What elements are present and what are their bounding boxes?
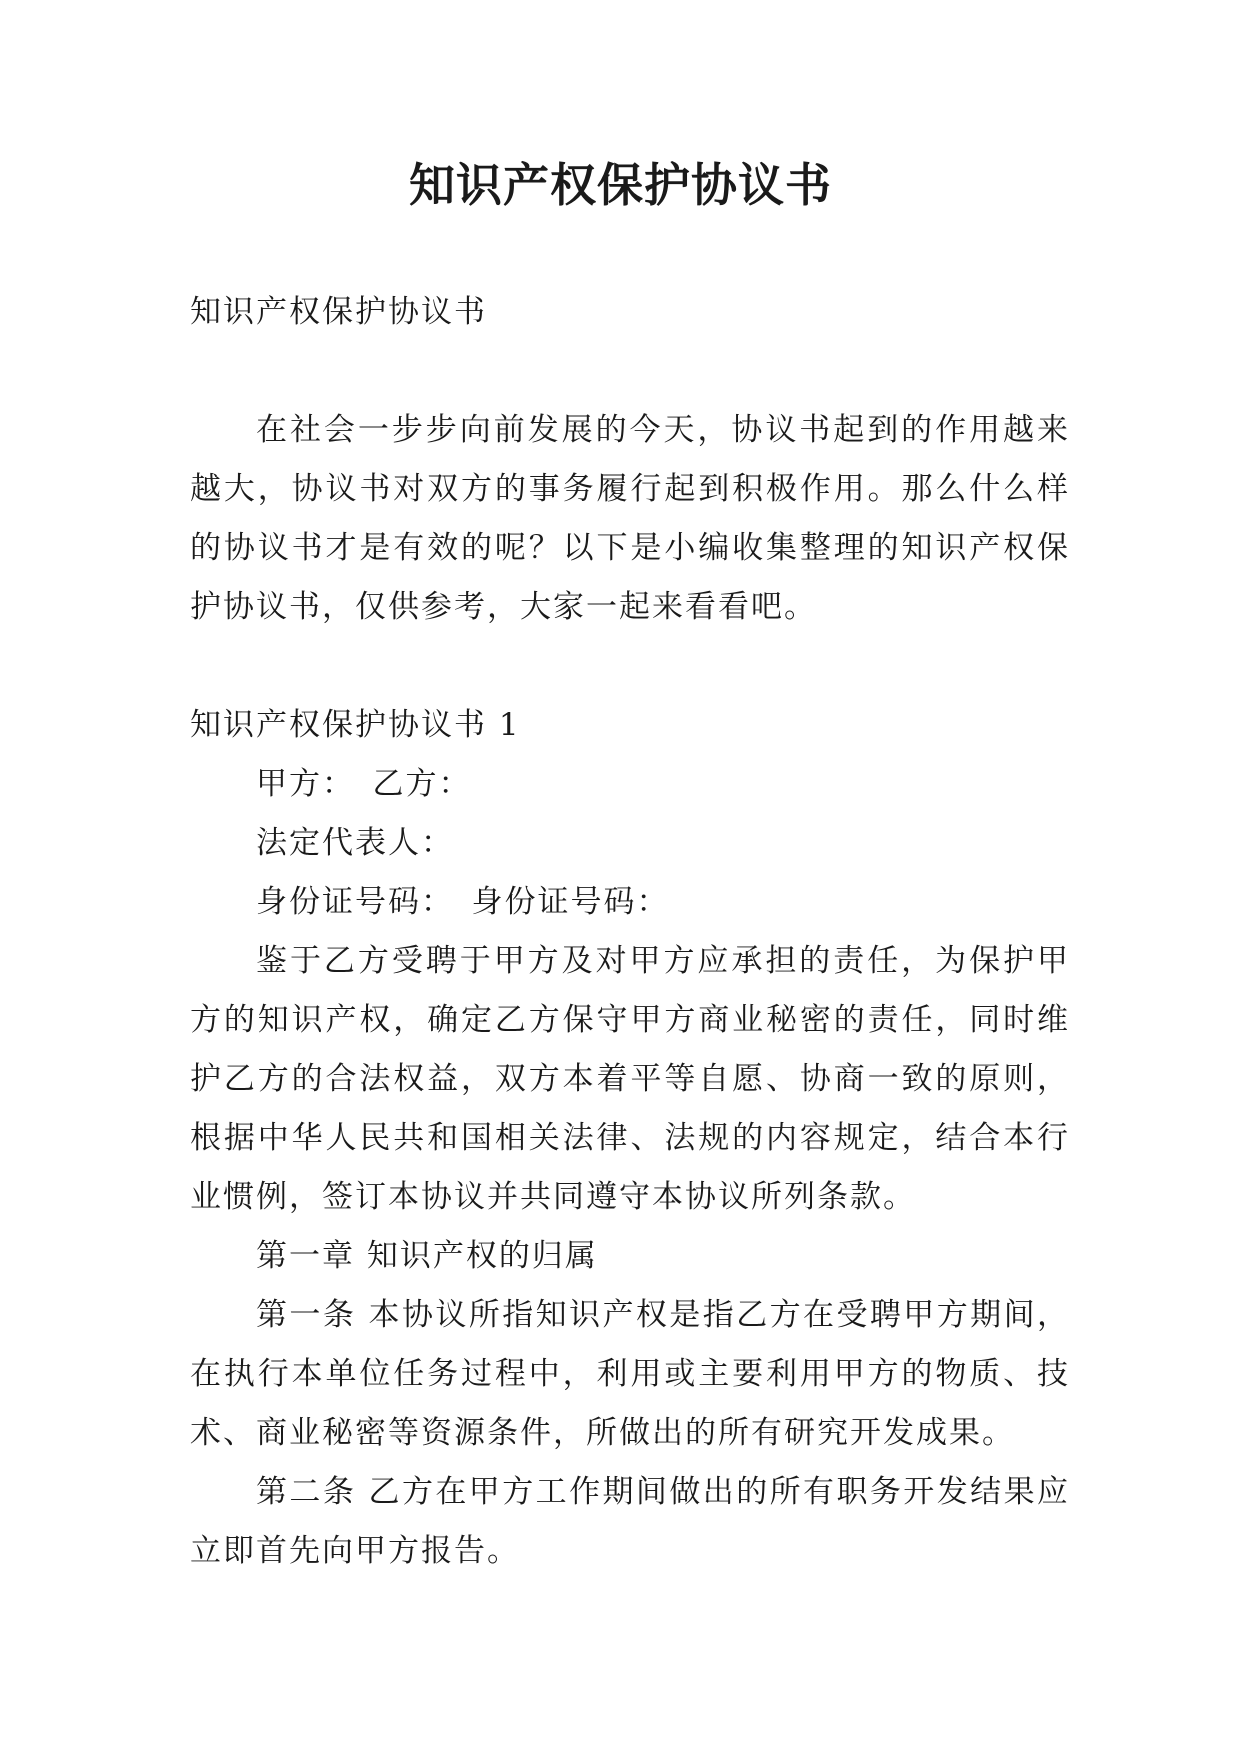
paragraph-spacer bbox=[190, 637, 1070, 696]
party-line: 甲方： 乙方： bbox=[256, 766, 472, 802]
article-2-paragraph: 第二条 乙方在甲方工作期间做出的所有职务开发结果应立即首先向甲方报告。 bbox=[190, 1474, 1070, 1569]
paragraph-spacer bbox=[190, 342, 1070, 401]
document-subtitle: 知识产权保护协议书 bbox=[190, 294, 487, 330]
document-body bbox=[190, 283, 1070, 1581]
section-heading: 知识产权保护协议书 1 bbox=[190, 707, 521, 743]
preamble-paragraph: 鉴于乙方受聘于甲方及对甲方应承担的责任，为保护甲方的知识产权，确定乙方保守甲方商业秘密的责任，同时维护乙方的合法权益，双方本着平等自愿、协商一致的原则，根据中华人民共和国相关法律、法规的内容规定，结合本行业惯例，签订本协议并共同遵守本协议所列条款。 bbox=[190, 943, 1070, 1215]
article-1-paragraph: 第一条 本协议所指知识产权是指乙方在受聘甲方期间，在执行本单位任务过程中，利用或主要利用甲方的物质、技术、商业秘密等资源条件，所做出的所有研究开发成果。 bbox=[190, 1297, 1070, 1451]
intro-paragraph: 在社会一步步向前发展的今天，协议书起到的作用越来越大，协议书对双方的事务履行起到积极作用。那么什么样的协议书才是有效的呢？以下是小编收集整理的知识产权保护协议书，仅供参考，大家一起来看看吧。 bbox=[190, 412, 1070, 625]
document-title: 知识产权保护协议书 bbox=[409, 158, 832, 212]
chapter-heading: 第一章 知识产权的归属 bbox=[256, 1238, 598, 1274]
legal-representative-line: 法定代表人： bbox=[256, 825, 454, 861]
id-number-line: 身份证号码： 身份证号码： bbox=[256, 884, 670, 920]
